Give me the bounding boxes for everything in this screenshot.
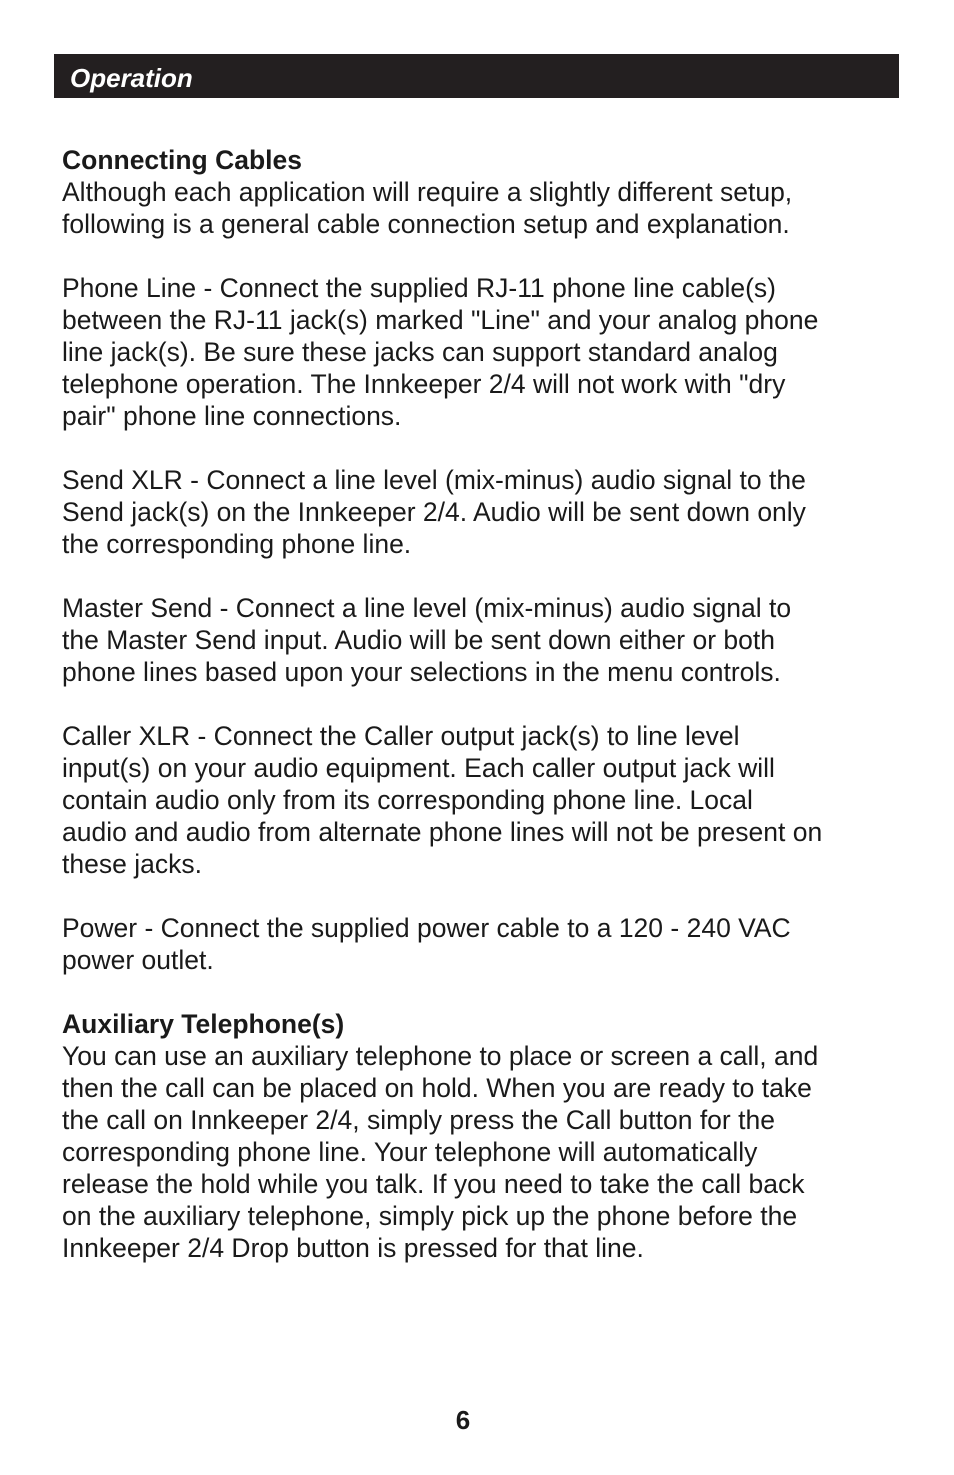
auxiliary-telephone-heading: Auxiliary Telephone(s) <box>62 1009 345 1039</box>
paragraph-spacer <box>62 880 902 912</box>
master-send-paragraph: Master Send - Connect a line level (mix-minus) audio signal to the Master Send input. Audio will be sent down either or both phone lines based upon your selections in the menu controls. <box>62 593 792 687</box>
connecting-cables-intro: Although each application will require a slightly different setup, following is a general cable connection setup and explanation. <box>62 177 793 239</box>
paragraph-spacer <box>62 688 902 720</box>
paragraph-spacer <box>62 240 902 272</box>
phone-line-paragraph: Phone Line - Connect the supplied RJ-11 phone line cable(s) between the RJ-11 jack(s) marked "Line" and your analog phone line jack(s). Be sure these jacks can support standard analog telephone operation. The Innkeeper 2/4 will not work with "dry pair" phone line connections. <box>62 273 819 431</box>
section-title: Operation <box>70 63 193 93</box>
send-xlr-paragraph: Send XLR - Connect a line level (mix-minus) audio signal to the Send jack(s) on the Innkeeper 2/4. Audio will be sent down only the corresponding phone line. <box>62 465 806 559</box>
connecting-cables-heading: Connecting Cables <box>62 145 303 175</box>
caller-xlr-paragraph: Caller XLR - Connect the Caller output jack(s) to line level input(s) on your audio equipment. Each caller output jack will contain audio only from its corresponding phone line. Local audio and audio from alternate phone lines will not be present on these jacks. <box>62 721 823 879</box>
auxiliary-telephone-paragraph: You can use an auxiliary telephone to place or screen a call, and then the call can be placed on hold. When you are ready to take the call on Innkeeper 2/4, simply press the Call button for the corresponding phone line. Your telephone will automatically release the hold while you talk. If you need to take the call back on the auxiliary telephone, simply pick up the phone before the Innkeeper 2/4 Drop button is pressed for that line. <box>62 1041 819 1263</box>
page-number: 6 <box>455 1405 471 1435</box>
section-header-bar <box>54 54 899 98</box>
page-content <box>62 144 902 1264</box>
power-paragraph: Power - Connect the supplied power cable to a 120 - 240 VAC power outlet. <box>62 913 791 975</box>
paragraph-spacer <box>62 560 902 592</box>
paragraph-spacer <box>62 976 902 1008</box>
paragraph-spacer <box>62 432 902 464</box>
